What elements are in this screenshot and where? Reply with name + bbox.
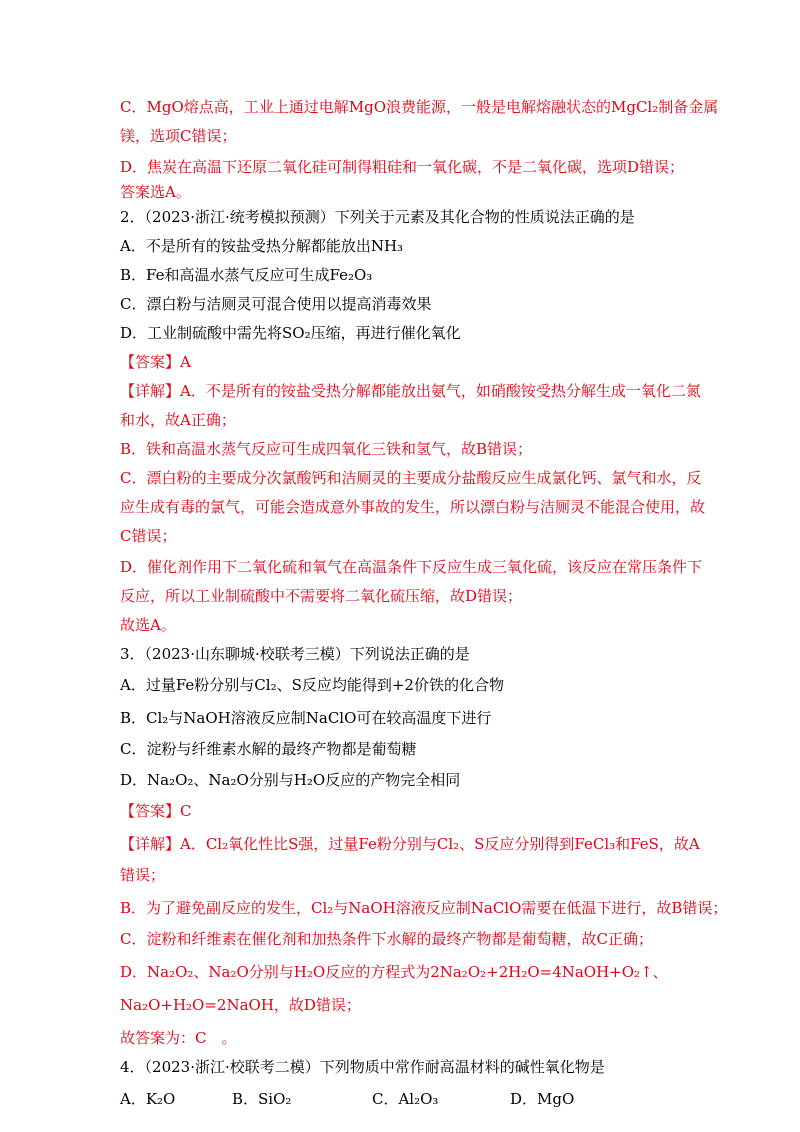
question-3-answer: 【答案】C (120, 802, 192, 820)
question-2-option-b: B．Fe和高温水蒸气反应可生成Fe₂O₃ (120, 266, 373, 284)
question-4-options (120, 1086, 680, 1112)
question-4-option-c: C．Al₂O₃ (372, 1090, 439, 1108)
question-3-option-d: D．Na₂O₂、Na₂O分别与H₂O反应的产物完全相同 (120, 771, 461, 789)
question-2-option-c: C．漂白粉与洁厕灵可混合使用以提高消毒效果 (120, 295, 432, 313)
question-3-explanation-d: D．Na₂O₂、Na₂O分别与H₂O反应的方程式为2Na₂O₂+2H₂O=4NaOH+O₂↑、 (120, 963, 668, 981)
question-3-explanation-a-cont: 错误； (120, 866, 166, 884)
question-2-explanation-a-cont: 和水，故A正确； (120, 411, 236, 429)
question-2-conclusion: 故选A。 (120, 616, 176, 634)
question-2-explanation-c: C．漂白粉的主要成分次氯酸钙和洁厕灵的主要成分盐酸反应生成氯化钙、氯气和水，反 (120, 469, 702, 487)
question-2-explanation-c-cont2: C错误； (120, 527, 177, 545)
question-2-explanation-b: B．铁和高温水蒸气反应可生成四氧化三铁和氢气，故B错误； (120, 440, 533, 458)
question-2-explanation-d: D．催化剂作用下二氧化硫和氧气在高温条件下反应生成三氧化硫，该反应在常压条件下 (120, 558, 703, 576)
question-2-explanation-d-cont: 反应，所以工业制硫酸中不需要将二氧化硫压缩，故D错误； (120, 587, 523, 605)
question-3-explanation-d-cont: Na₂O+H₂O=2NaOH，故D错误； (120, 996, 361, 1014)
question-3-explanation-c: C．淀粉和纤维素在催化剂和加热条件下水解的最终产物都是葡萄糖，故C正确； (120, 930, 653, 948)
question-3-option-c: C．淀粉与纤维素水解的最终产物都是葡萄糖 (120, 740, 417, 758)
question-2-explanation-a: 【详解】A．不是所有的铵盐受热分解都能放出氨气，如硝酸铵受热分解生成一氧化二氮 (120, 382, 701, 400)
question-2-answer: 【答案】A (120, 353, 191, 371)
question-3-explanation-a: 【详解】A．Cl₂氧化性比S强，过量Fe粉分别与Cl₂、S反应分别得到FeCl₃和FeS，故A (120, 835, 700, 853)
question-4-option-a: A．K₂O (120, 1090, 176, 1108)
explanation-line-c: C．MgO熔点高，工业上通过电解MgO浪费能源，一般是电解熔融状态的MgCl₂制备金属 (120, 98, 719, 116)
document-body (120, 95, 728, 1112)
question-2-stem: 2．（2023·浙江·统考模拟预测）下列关于元素及其化合物的性质说法正确的是 (120, 208, 635, 226)
question-2-explanation-c-cont1: 应生成有毒的氯气，可能会造成意外事故的发生，所以漂白粉与洁厕灵不能混合使用，故 (120, 498, 706, 516)
question-3-conclusion: 故答案为：C 。 (120, 1029, 237, 1047)
question-4-stem: 4．（2023·浙江·校联考二模）下列物质中常作耐高温材料的碱性氧化物是 (120, 1058, 605, 1076)
question-4-option-d: D．MgO (510, 1090, 575, 1108)
question-4-option-b: B．SiO₂ (232, 1090, 292, 1108)
explanation-line-c-cont: 镁，选项C错误； (120, 127, 237, 145)
question-3-stem: 3．（2023·山东聊城·校联考三模）下列说法正确的是 (120, 645, 470, 663)
question-3-option-b: B．Cl₂与NaOH溶液反应制NaClO可在较高温度下进行 (120, 709, 492, 727)
answer-choice-line: 答案选A。 (120, 183, 191, 201)
question-3-explanation-b: B．为了避免副反应的发生，Cl₂与NaOH溶液反应制NaClO需要在低温下进行，故B错误； (120, 899, 728, 917)
question-3-option-a: A．过量Fe粉分别与Cl₂、S反应均能得到+2价铁的化合物 (120, 676, 504, 694)
question-2-option-a: A．不是所有的铵盐受热分解都能放出NH₃ (120, 237, 404, 255)
explanation-line-d: D．焦炭在高温下还原二氧化硅可制得粗硅和一氧化碳，不是二氧化碳，选项D错误； (120, 158, 685, 176)
question-2-option-d: D．工业制硫酸中需先将SO₂压缩，再进行催化氧化 (120, 324, 461, 342)
